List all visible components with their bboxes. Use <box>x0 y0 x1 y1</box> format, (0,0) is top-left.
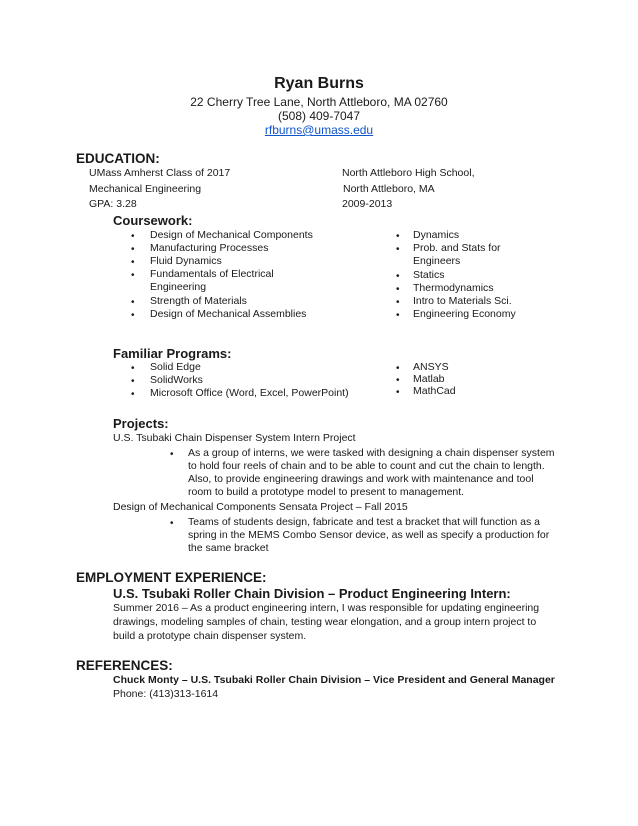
project-description-line: to hold four reels of chain and to be able to count and cut the chain to length. <box>188 460 545 472</box>
course-item: Prob. and Stats for <box>413 242 501 254</box>
address: 22 Cherry Tree Lane, North Attleboro, MA 02760 <box>190 95 448 109</box>
email-link[interactable]: rfburns@umass.edu <box>264 123 374 137</box>
bullet: • <box>396 271 400 282</box>
bullet: • <box>396 387 400 398</box>
program-item: ANSYS <box>413 361 449 373</box>
program-item: Matlab <box>413 373 445 385</box>
bullet: • <box>396 363 400 374</box>
education-line: UMass Amherst Class of 2017 <box>89 167 231 179</box>
bullet: • <box>396 231 400 242</box>
bullet: • <box>131 257 135 268</box>
bullet: • <box>131 376 135 387</box>
education-heading: EDUCATION: <box>76 151 160 166</box>
project-title: U.S. Tsubaki Chain Dispenser System Intern Project <box>113 432 356 444</box>
education-line: North Attleboro High School, <box>342 167 475 179</box>
resume-name: Ryan Burns <box>274 75 364 92</box>
course-item: Statics <box>413 269 445 281</box>
bullet: • <box>131 310 135 321</box>
program-item: Microsoft Office (Word, Excel, PowerPoint) <box>150 387 349 399</box>
job-description-line: drawings, modeling samples of chain, testing wear elongation, and a group intern project to <box>113 616 537 628</box>
bullet: • <box>170 518 174 529</box>
education-line: 2009-2013 <box>342 198 393 210</box>
course-item: Dynamics <box>413 229 460 241</box>
course-item-continuation: Engineering <box>150 281 207 293</box>
project-description-line: As a group of interns, we were tasked with designing a chain dispenser system <box>188 447 555 459</box>
education-line: North Attleboro, MA <box>343 183 435 195</box>
course-item: Design of Mechanical Components <box>150 229 313 241</box>
bullet: • <box>396 284 400 295</box>
bullet: • <box>396 310 400 321</box>
course-item: Fluid Dynamics <box>150 255 222 267</box>
projects-heading: Projects: <box>113 416 169 431</box>
program-item: MathCad <box>413 385 456 397</box>
education-line: GPA: 3.28 <box>89 198 137 210</box>
course-item: Thermodynamics <box>413 282 494 294</box>
bullet: • <box>396 375 400 386</box>
course-item: Fundamentals of Electrical <box>150 268 274 280</box>
reference-phone: Phone: (413)313-1614 <box>113 688 219 700</box>
bullet: • <box>131 389 135 400</box>
project-description-line: Teams of students design, fabricate and test a bracket that will function as a <box>188 516 540 528</box>
job-description-line: build a prototype chain dispenser system. <box>113 630 307 642</box>
course-item: Manufacturing Processes <box>150 242 269 254</box>
project-description-line: the same bracket <box>188 542 269 554</box>
job-description-line: Summer 2016 – As a product engineering intern, I was responsible for updating engineering <box>113 602 540 614</box>
bullet: • <box>131 231 135 242</box>
reference-contact: Chuck Monty – U.S. Tsubaki Roller Chain Division – Vice President and General Manager <box>113 674 555 686</box>
project-title: Design of Mechanical Components Sensata Project – Fall 2015 <box>113 501 408 513</box>
course-item: Intro to Materials Sci. <box>413 295 512 307</box>
course-item: Engineering Economy <box>413 308 516 320</box>
project-description-line: room to build a prototype model to present to management. <box>188 486 465 498</box>
references-heading: REFERENCES: <box>76 658 173 673</box>
program-item: Solid Edge <box>150 361 201 373</box>
course-item: Strength of Materials <box>150 295 247 307</box>
coursework-heading: Coursework: <box>113 213 193 228</box>
project-description-line: spring in the MEMS Combo Sensor device, as well as specify a production for <box>188 529 550 541</box>
bullet: • <box>396 297 400 308</box>
bullet: • <box>170 449 174 460</box>
course-item-continuation: Engineers <box>413 255 461 267</box>
bullet: • <box>396 244 400 255</box>
bullet: • <box>131 244 135 255</box>
program-item: SolidWorks <box>150 374 203 386</box>
job-title: U.S. Tsubaki Roller Chain Division – Product Engineering Intern: <box>113 586 511 601</box>
programs-heading: Familiar Programs: <box>113 346 232 361</box>
course-item: Design of Mechanical Assemblies <box>150 308 307 320</box>
bullet: • <box>131 297 135 308</box>
phone-number: (508) 409-7047 <box>277 109 361 123</box>
education-line: Mechanical Engineering <box>89 183 202 195</box>
employment-heading: EMPLOYMENT EXPERIENCE: <box>76 570 267 585</box>
bullet: • <box>131 270 135 281</box>
bullet: • <box>131 363 135 374</box>
project-description-line: Also, to provide engineering drawings and work with maintenance and tool <box>188 473 534 485</box>
